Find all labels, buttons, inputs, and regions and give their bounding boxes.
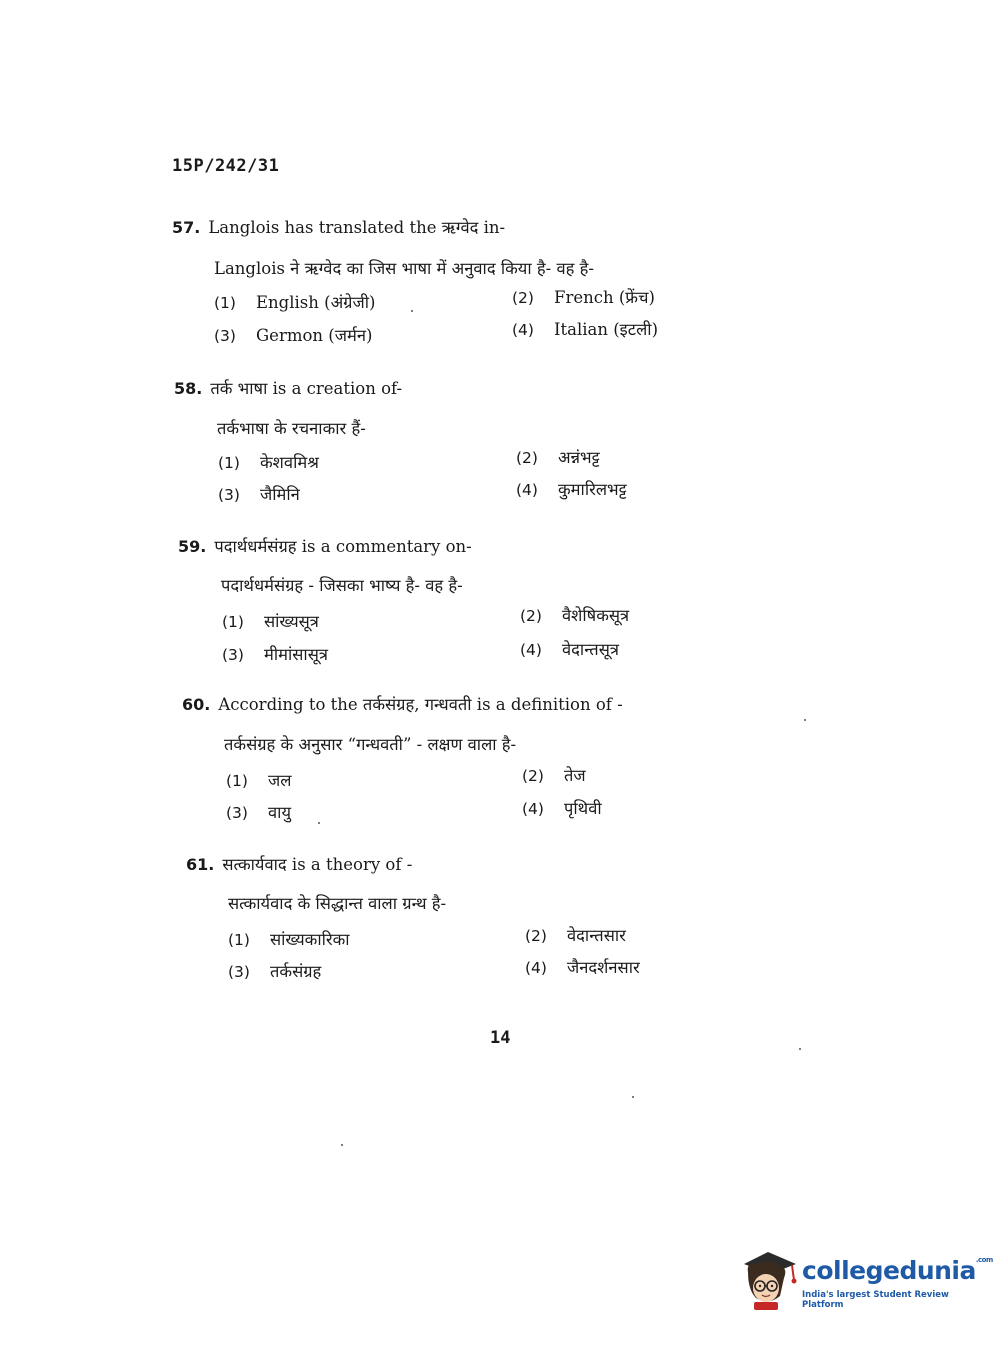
option-text: मीमांसासूत्र <box>264 645 328 664</box>
option-4 <box>525 955 640 978</box>
student-mascot-icon <box>740 1250 798 1312</box>
option-text: वेदान्तसार <box>567 926 626 945</box>
question-english-text: तर्क भाषा is a creation of- <box>210 379 403 398</box>
option-text: तर्कसंग्रह <box>270 962 322 981</box>
option-text: पृथिवी <box>564 799 602 818</box>
option-1 <box>218 450 319 473</box>
option-text: जल <box>268 771 292 790</box>
question-english-text: सत्कार्यवाद is a theory of - <box>222 855 413 874</box>
question-english-line <box>182 692 623 715</box>
option-text: English (अंग्रेजी) <box>256 293 376 312</box>
option-number: (1) <box>222 613 244 631</box>
option-number: (4) <box>516 481 538 499</box>
page-number: 14 <box>490 1028 511 1048</box>
question-english-text: According to the तर्कसंग्रह, गन्धवती is a definition of - <box>218 695 623 714</box>
option-number: (3) <box>222 646 244 664</box>
option-1 <box>226 768 291 791</box>
option-3 <box>214 323 372 346</box>
question-number: 60. <box>182 695 211 714</box>
option-number: (2) <box>522 767 544 785</box>
option-3 <box>222 642 328 665</box>
option-4 <box>522 796 602 819</box>
option-number: (2) <box>520 607 542 625</box>
scan-speck <box>341 1144 343 1146</box>
scan-speck <box>318 822 320 824</box>
option-4 <box>516 477 627 500</box>
question-hindi-text: Langlois ने ऋग्वेद का जिस भाषा में अनुवाद किया है- वह है- <box>214 259 594 278</box>
option-text: सांख्यसूत्र <box>264 612 319 631</box>
scan-speck <box>632 1096 634 1098</box>
option-number: (3) <box>228 963 250 981</box>
option-3 <box>226 800 291 823</box>
option-number: (3) <box>214 327 236 345</box>
option-text: जैमिनि <box>260 485 300 504</box>
question-english-line <box>174 376 402 399</box>
scan-speck <box>804 719 806 721</box>
paper-code: 15P/242/31 <box>172 156 280 176</box>
brand-suffix: .com <box>975 1256 993 1264</box>
question-hindi-text: तर्कभाषा के रचनाकार हैं- <box>217 419 366 438</box>
option-4 <box>520 637 619 660</box>
question-number: 61. <box>186 855 215 874</box>
option-1 <box>222 609 319 632</box>
option-text: जैनदर्शनसार <box>567 958 640 977</box>
option-text: केशवमिश्र <box>260 453 319 472</box>
question-hindi-text: पदार्थधर्मसंग्रह - जिसका भाष्य है- वह है- <box>221 576 463 595</box>
option-2 <box>520 603 629 626</box>
option-text: वैशेषिकसूत्र <box>562 606 630 625</box>
option-text: French (फ्रेंच) <box>554 288 655 307</box>
option-number: (1) <box>218 454 240 472</box>
option-text: अन्नंभट्ट <box>558 448 600 467</box>
option-number: (2) <box>512 289 534 307</box>
option-text: कुमारिलभट्ट <box>558 480 627 499</box>
question-english-text: पदार्थधर्मसंग्रह is a commentary on- <box>214 537 472 556</box>
question-english-line <box>178 534 472 557</box>
option-number: (4) <box>522 800 544 818</box>
brand-name <box>802 1256 993 1285</box>
option-text: तेज <box>564 766 586 785</box>
option-2 <box>512 285 655 308</box>
option-number: (1) <box>214 294 236 312</box>
question-number: 59. <box>178 537 207 556</box>
question-number: 57. <box>172 218 201 237</box>
question-number: 58. <box>174 379 203 398</box>
option-number: (4) <box>520 641 542 659</box>
question-english-line <box>172 215 505 238</box>
option-number: (2) <box>525 927 547 945</box>
option-3 <box>228 959 321 982</box>
brand-tagline: India's largest Student Review Platform <box>802 1290 949 1310</box>
option-1 <box>228 927 350 950</box>
question-hindi-text: सत्कार्यवाद के सिद्धान्त वाला ग्रन्थ है- <box>228 894 447 913</box>
brand-text: collegedunia <box>802 1256 976 1285</box>
option-text: सांख्यकारिका <box>270 930 350 949</box>
option-text: Germon (जर्मन) <box>256 326 373 345</box>
option-number: (4) <box>525 959 547 977</box>
question-english-text: Langlois has translated the ऋग्वेद in- <box>208 218 506 237</box>
scan-speck <box>799 1048 801 1050</box>
option-number: (4) <box>512 321 534 339</box>
option-2 <box>516 445 600 468</box>
question-hindi-text: तर्कसंग्रह के अनुसार “गन्धवती” - लक्षण वाला है- <box>224 735 517 754</box>
option-text: वायु <box>268 803 292 822</box>
option-1 <box>214 290 375 313</box>
option-text: वेदान्तसूत्र <box>562 640 619 659</box>
collegedunia-watermark <box>740 1250 993 1314</box>
option-2 <box>525 923 626 946</box>
option-2 <box>522 763 586 786</box>
option-text: Italian (इटली) <box>554 320 659 339</box>
option-4 <box>512 317 658 340</box>
option-3 <box>218 482 300 505</box>
question-english-line <box>186 852 412 875</box>
option-number: (3) <box>226 804 248 822</box>
scan-speck <box>411 310 413 312</box>
option-number: (3) <box>218 486 240 504</box>
option-number: (1) <box>228 931 250 949</box>
option-number: (2) <box>516 449 538 467</box>
option-number: (1) <box>226 772 248 790</box>
